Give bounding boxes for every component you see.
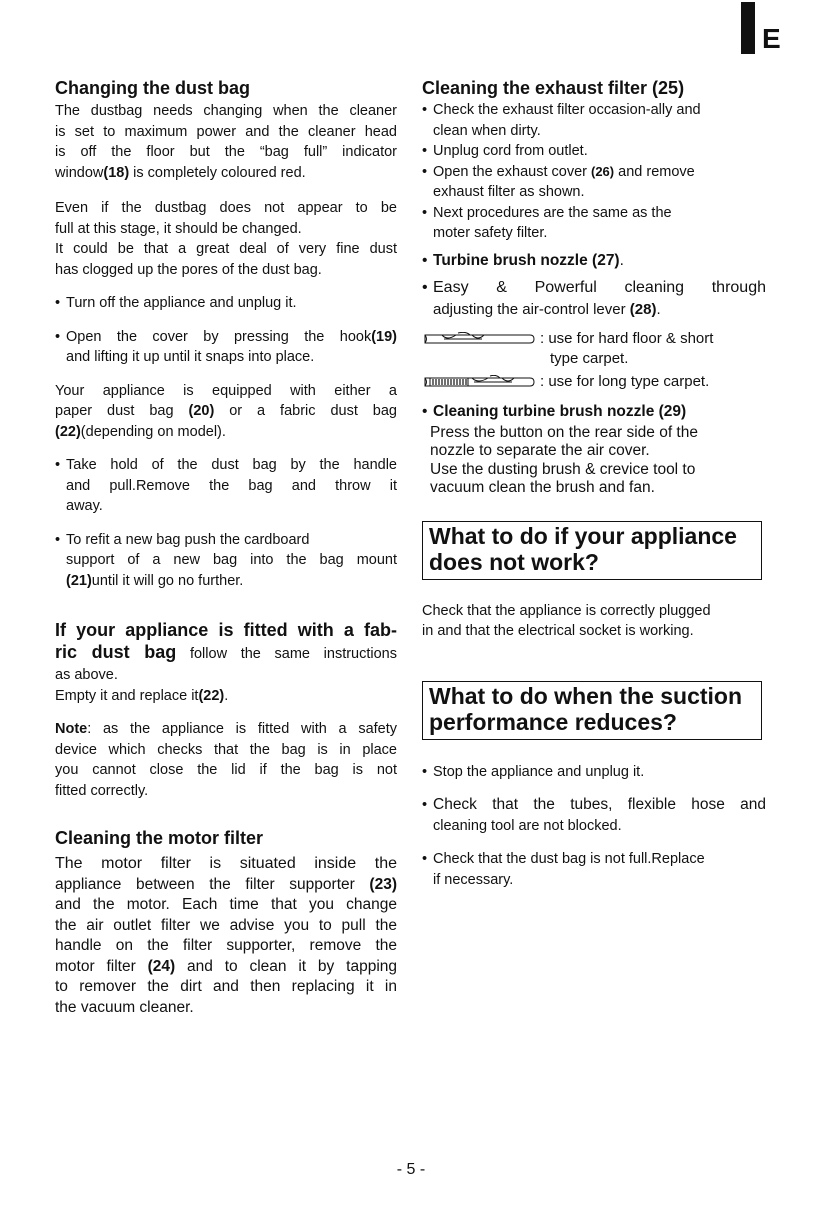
text: .	[224, 687, 229, 704]
text-line	[55, 686, 397, 707]
paragraph	[55, 381, 397, 443]
text-line: is off the floor but the “bag full” indicator	[55, 144, 397, 160]
text-line	[55, 422, 397, 443]
text-line: in and that the electrical socket is working.	[422, 623, 694, 639]
section-title: Changing the dust bag	[55, 78, 250, 98]
paragraph	[422, 424, 766, 498]
text-line: device which checks that the bag is in place	[55, 741, 397, 758]
text: motor filter	[55, 957, 148, 975]
paragraph	[55, 101, 397, 183]
text-line: The motor filter is situated inside the	[55, 855, 397, 872]
text-line: and the motor. Each time that you change	[55, 896, 397, 913]
section-tab-bar	[741, 2, 755, 54]
reference-number: (28)	[629, 301, 657, 318]
text: is completely coloured red.	[129, 164, 306, 181]
text: paper dust bag	[55, 403, 189, 419]
reference-number: (22)	[198, 687, 225, 704]
text: and remove	[614, 163, 695, 180]
text: Empty it and replace it	[55, 687, 199, 704]
text-line: handle on the filter supporter, remove the	[55, 937, 397, 954]
text: Turn off the appliance and unplug it.	[66, 295, 297, 311]
text: until it will go no further.	[91, 572, 244, 589]
bullet-item	[422, 849, 766, 890]
text-line: • Unplug cord from outlet.	[433, 143, 588, 159]
bullet-item	[55, 327, 397, 368]
paragraph	[422, 601, 766, 642]
text-line: • Easy & Powerful cleaning through	[433, 279, 766, 296]
fabric-dust-bag-section	[55, 620, 397, 801]
text-line: • Take hold of the dust bag by the handle	[66, 457, 397, 473]
bullet-item	[422, 203, 766, 244]
text-line: • Check that the tubes, flexible hose and	[433, 796, 766, 813]
page-number: - 5 -	[396, 1161, 426, 1178]
air-lever-closed-icon	[422, 332, 536, 346]
text-line: fitted correctly.	[55, 782, 149, 799]
heading-line: What to do when the suction	[429, 682, 743, 709]
heading-line: performance reduces?	[429, 708, 677, 735]
lever-setting-long-carpet	[422, 372, 766, 392]
bullet-item	[422, 277, 766, 321]
text-line: full at this stage, it should be changed.	[55, 220, 302, 237]
text: (depending on model).	[80, 423, 226, 440]
text: Open the exhaust cover	[433, 163, 591, 180]
text-line: the air outlet filter we advise you to pull the	[55, 916, 397, 934]
text-line	[433, 162, 766, 183]
suction-reduces-section	[422, 681, 766, 891]
note-label: Note	[55, 721, 88, 737]
lever-setting-text	[540, 329, 713, 369]
reference-number: (27)	[592, 251, 620, 269]
text-line	[66, 327, 397, 348]
bullet-item	[422, 100, 766, 141]
section-title: If your appliance is fitted with a fab-	[55, 620, 397, 640]
bullet-item	[422, 251, 766, 272]
text-line: has clogged up the pores of the dust bag.	[55, 261, 322, 278]
text-line: • Next procedures are the same as the	[433, 204, 672, 221]
text: Cleaning the exhaust filter	[422, 78, 653, 98]
text: follow the same instructions	[176, 646, 397, 662]
bold-heading: Cleaning turbine brush nozzle (29)	[433, 403, 687, 420]
bullet-item	[422, 402, 766, 423]
text-line	[55, 719, 397, 740]
reference-number: (20)	[188, 403, 215, 419]
text-line: cleaning tool are not blocked.	[433, 817, 622, 834]
text-line: is set to maximum power and the cleaner head	[55, 123, 397, 140]
text-line: type carpet.	[550, 350, 629, 367]
boxed-heading	[422, 521, 762, 580]
right-column	[422, 78, 766, 890]
reference-number: (23)	[369, 875, 397, 893]
text: and to clean it by tapping	[175, 957, 397, 975]
reference-number: (21)	[66, 572, 92, 589]
text: : as the appliance is fitted with a safety	[87, 721, 397, 737]
section-title-continued: ric dust bag	[55, 642, 177, 662]
heading-line: does not work?	[429, 548, 599, 575]
motor-filter-section	[55, 828, 397, 1018]
bullet-item	[55, 293, 397, 314]
bullet-item	[422, 162, 766, 203]
text: Open the cover by pressing the hook	[66, 328, 372, 345]
text-line	[55, 163, 397, 184]
text: .	[656, 301, 661, 318]
text-line: clean when dirty.	[433, 122, 541, 139]
bullet-item	[55, 530, 397, 592]
reference-number: (18)	[103, 164, 130, 181]
text: appliance between the filter supporter	[55, 875, 370, 893]
text: .	[619, 251, 624, 269]
reference-number: (25)	[652, 78, 685, 98]
text-line: support of a new bag into the bag mount	[66, 552, 397, 568]
text-line: and pull.Remove the bag and throw it	[66, 477, 397, 494]
paragraph	[55, 198, 397, 280]
text-line: nozzle to separate the air cover.	[430, 442, 650, 459]
text-line	[66, 571, 397, 592]
paragraph	[55, 854, 397, 1018]
air-lever-open-icon	[422, 375, 536, 389]
text-line: moter safety filter.	[433, 225, 548, 241]
text-line	[55, 957, 397, 978]
bold-heading: Turbine brush nozzle	[433, 251, 593, 269]
exhaust-filter-section	[422, 78, 766, 244]
text: or a fabric dust bag	[214, 403, 397, 419]
section-tab-letter: E	[762, 23, 781, 54]
bullet-item	[422, 762, 766, 783]
text-line: : use for hard floor & short	[540, 330, 714, 347]
boxed-heading	[422, 681, 762, 740]
reference-number: (22)	[55, 423, 81, 440]
changing-dust-bag-section	[55, 78, 397, 591]
note-paragraph	[55, 719, 397, 801]
section-title	[422, 78, 766, 99]
text-line: The dustbag needs changing when the cleaner	[55, 103, 397, 119]
heading-line: What to do if your appliance	[429, 522, 737, 549]
text: window	[55, 164, 104, 181]
text-line: Even if the dustbag does not appear to be	[55, 200, 397, 216]
text-line: you cannot close the lid if the bag is not	[55, 762, 397, 778]
text-line: It could be that a great deal of very fine dust	[55, 241, 397, 257]
text-line: exhaust filter as shown.	[433, 184, 585, 200]
bullet-item	[422, 141, 766, 162]
text-line: and lifting it up until it snaps into place.	[66, 349, 315, 365]
reference-number: (24)	[147, 957, 176, 975]
text-line	[55, 401, 397, 422]
turbine-brush-section	[422, 251, 766, 498]
text-line	[433, 299, 766, 321]
text-line: as above.	[55, 667, 118, 683]
bullet-item	[55, 455, 397, 517]
lever-setting-text: : use for long type carpet.	[540, 373, 710, 390]
text-line: away.	[66, 498, 103, 514]
text-line: Check that the appliance is correctly plugged	[422, 602, 711, 619]
appliance-not-working-section	[422, 521, 766, 642]
text: adjusting the air-control lever	[433, 301, 630, 318]
lever-setting-hard-floor	[422, 329, 766, 369]
text-line: • To refit a new bag push the cardboard	[66, 531, 310, 548]
text-line	[55, 875, 397, 896]
text-line	[55, 641, 397, 665]
text-line: vacuum clean the brush and fan.	[430, 479, 655, 496]
left-column	[55, 78, 397, 1018]
text-line: the vacuum cleaner.	[55, 998, 194, 1016]
text-line: • Check the exhaust filter occasion-ally and	[433, 102, 701, 118]
text-line: Press the button on the rear side of the	[430, 423, 698, 441]
reference-number: (19)	[371, 328, 397, 345]
text-line: if necessary.	[433, 871, 514, 888]
text-line: Your appliance is equipped with either a	[55, 382, 397, 399]
section-title: Cleaning the motor filter	[55, 828, 264, 848]
text-line: • Check that the dust bag is not full.Replace	[433, 851, 705, 867]
text-line: • Stop the appliance and unplug it.	[433, 763, 645, 780]
reference-number: (26)	[591, 163, 615, 179]
text-line: Use the dusting brush & crevice tool to	[430, 460, 696, 478]
bullet-item	[422, 795, 766, 836]
text-line: to remover the dirt and then replacing it in	[55, 978, 397, 995]
